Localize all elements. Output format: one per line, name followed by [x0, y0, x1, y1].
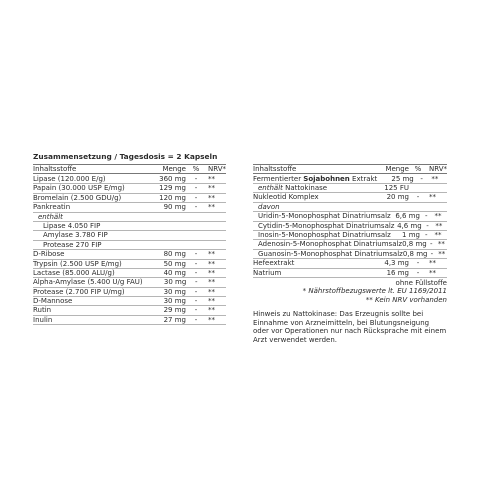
table-row	[253, 259, 447, 268]
ingredient-name: Nukleotid Komplex	[253, 193, 319, 202]
table-header	[253, 164, 447, 174]
table-row	[253, 240, 447, 249]
table-row	[33, 184, 226, 193]
ingredient-nrv	[206, 241, 226, 249]
table-row	[33, 260, 226, 269]
ingredient-percent: -	[430, 240, 433, 249]
ingredient-nrv: **	[435, 221, 443, 230]
table-row	[253, 212, 447, 221]
ingredient-name: Alpha-Amylase (5.400 U/g FAU)	[33, 278, 143, 287]
ingredient-name: Protease 270 FIP	[43, 240, 102, 249]
header-amount: Menge	[385, 165, 409, 173]
ingredient-nrv: **	[208, 287, 215, 296]
ingredient-percent: -	[194, 193, 198, 202]
table-row	[33, 297, 226, 306]
composition-table-right	[253, 164, 447, 344]
ingredient-percent: -	[194, 287, 198, 296]
table-row	[33, 203, 226, 212]
ingredient-amount	[142, 222, 186, 230]
ingredient-amount: 120 mg	[159, 193, 186, 202]
ingredient-percent: -	[194, 306, 198, 315]
ingredient-nrv: **	[208, 306, 215, 315]
ingredient-name: Guanosin-5-Monophosphat Dinatriumsalz	[258, 249, 403, 258]
ingredient-percent: -	[194, 259, 198, 268]
table-row	[253, 231, 447, 240]
table-row	[33, 316, 226, 325]
ingredient-amount: 50 mg	[163, 259, 186, 268]
ingredient-nrv: **	[429, 259, 436, 268]
table-row	[33, 250, 226, 259]
ingredient-nrv	[206, 213, 226, 221]
ingredient-amount	[142, 241, 186, 249]
header-nrv: NRV*	[429, 165, 448, 173]
ingredient-percent: -	[194, 297, 198, 306]
ingredient-amount: 16 mg	[386, 268, 409, 277]
table-row	[33, 288, 226, 297]
ingredient-amount: 6,6 mg	[395, 212, 420, 221]
ingredient-amount: 40 mg	[163, 268, 186, 277]
ingredient-amount: 25 mg	[391, 174, 414, 183]
ingredient-name: enthält	[38, 212, 63, 221]
ingredient-amount: 0,8 mg	[402, 249, 428, 258]
ingredient-amount: 30 mg	[163, 297, 186, 306]
ingredient-percent: -	[424, 212, 428, 221]
ingredient-name: Adenosin-5-Monophosphat Dinatriumsalz	[258, 240, 403, 249]
ingredient-nrv: **	[431, 174, 439, 183]
table-row	[33, 231, 226, 240]
table-row	[33, 278, 226, 287]
ingredient-amount	[142, 213, 186, 221]
table-row	[253, 269, 447, 278]
ingredient-name: Inulin	[33, 315, 53, 324]
ingredient-nrv: **	[434, 212, 442, 221]
ingredient-amount: 360 mg	[159, 175, 186, 183]
ingredient-percent	[186, 241, 206, 249]
ingredient-nrv: **	[208, 250, 215, 259]
ingredient-nrv: **	[429, 193, 436, 202]
ingredient-name: Amylase 3.780 FIP	[43, 231, 108, 240]
ingredient-nrv	[427, 203, 447, 211]
ingredient-nrv: **	[208, 297, 215, 306]
ingredient-percent: -	[416, 268, 420, 277]
ingredient-name: Natrium	[253, 268, 282, 277]
ingredient-name: Papain (30.000 USP E/mg)	[33, 184, 125, 193]
table-title: Zusammensetzung / Tagesdosis = 2 Kapseln	[33, 152, 218, 161]
no-fillers-note: ohne Füllstoffe	[395, 278, 447, 287]
ingredient-nrv: **	[208, 203, 215, 212]
header-ingredients: Inhaltsstoffe	[253, 165, 297, 173]
ingredient-name: davon	[258, 202, 280, 211]
ingredient-nrv: **	[437, 240, 445, 249]
header-nrv: NRV*	[208, 165, 227, 174]
header-percent: %	[192, 165, 200, 174]
ingredient-name: Hefeextrakt	[253, 259, 295, 268]
ingredient-amount	[367, 203, 409, 211]
ingredient-nrv	[206, 231, 226, 239]
ingredient-percent: -	[194, 250, 198, 259]
ingredient-percent: -	[430, 249, 434, 258]
ingredient-nrv: **	[438, 249, 446, 258]
composition-table-left	[33, 153, 226, 325]
ingredient-amount: 30 mg	[163, 278, 187, 287]
ingredient-nrv: **	[208, 315, 215, 324]
ingredient-nrv: **	[208, 184, 215, 193]
ingredient-nrv: **	[208, 193, 215, 202]
ingredient-name: Lipase (120.000 E/g)	[33, 175, 106, 183]
ingredient-name: Bromelain (2.500 GDU/g)	[33, 193, 122, 202]
table-row	[253, 203, 447, 212]
table-row	[33, 269, 226, 278]
ingredient-name: D-Ribose	[33, 250, 65, 259]
table-row	[33, 194, 226, 203]
table-row	[33, 241, 226, 250]
header-percent: %	[414, 165, 422, 173]
ingredient-percent: -	[194, 203, 198, 212]
ingredient-percent: -	[194, 278, 198, 287]
ingredient-name: Trypsin (2.500 USP E/mg)	[33, 259, 122, 268]
ingredient-name: enthält Nattokinase	[258, 183, 328, 192]
table-row	[33, 306, 226, 315]
footnote-nrv: * Nährstoffbezugswerte lt. EU 1169/2011	[302, 287, 447, 296]
ingredient-nrv: **	[208, 278, 216, 287]
ingredient-amount: 4,3 mg	[384, 259, 409, 268]
ingredient-percent: -	[426, 221, 429, 230]
ingredient-name: Uridin-5-Monophosphat Dinatriumsalz	[258, 212, 391, 221]
ingredient-amount: 0,8 mg	[402, 240, 427, 249]
ingredient-amount: 1 mg	[402, 230, 420, 239]
nattokinase-notice: Hinweis zu Nattokinase: Das Erzeugnis sollte bei Einnahme von Arzneimitteln, bei Blutungsneigung oder vor Operationen nur nach Rücksprache mit einem Arzt verwendet werden.	[253, 310, 447, 344]
ingredient-nrv: **	[208, 259, 215, 268]
ingredient-amount: 90 mg	[163, 203, 186, 212]
ingredient-name: D-Mannose	[33, 297, 73, 306]
table-row	[253, 250, 447, 259]
ingredient-percent: -	[416, 193, 420, 202]
ingredient-nrv: **	[429, 268, 436, 277]
ingredient-amount: 29 mg	[163, 306, 186, 315]
ingredient-percent	[186, 231, 206, 239]
ingredient-name: Inosin-5-Monophosphat Dinatriumsalz	[258, 230, 391, 239]
ingredient-amount	[142, 231, 186, 239]
ingredient-nrv: **	[208, 175, 215, 183]
ingredient-amount: 4,6 mg	[397, 221, 422, 230]
ingredient-nrv: **	[208, 268, 215, 277]
ingredient-name: Cytidin-5-Monophosphat Dinatriumsalz	[258, 221, 395, 230]
table-row	[253, 184, 447, 193]
ingredient-percent	[186, 222, 206, 230]
header-ingredients: Inhaltsstoffe	[33, 165, 77, 174]
ingredient-percent: -	[424, 230, 428, 239]
ingredient-amount: 129 mg	[159, 184, 186, 193]
ingredient-percent: -	[194, 184, 198, 193]
ingredient-amount: 27 mg	[163, 315, 186, 324]
ingredient-nrv: **	[434, 230, 442, 239]
ingredient-name: Pankreatin	[33, 203, 71, 212]
ingredient-percent: -	[194, 315, 198, 324]
ingredient-nrv	[206, 222, 226, 230]
table-row	[253, 222, 447, 231]
table-row	[33, 213, 226, 222]
table-row	[33, 175, 226, 184]
ingredient-amount: 125 FU	[384, 183, 409, 192]
ingredient-percent: -	[416, 259, 420, 268]
ingredient-amount: 30 mg	[163, 287, 186, 296]
ingredient-percent: -	[194, 175, 198, 183]
ingredient-name: Fermentierter Sojabohnen Extrakt	[253, 174, 378, 183]
header-amount: Menge	[162, 165, 186, 174]
ingredient-percent: -	[194, 268, 198, 277]
ingredient-name: Lactase (85.000 ALU/g)	[33, 268, 115, 277]
ingredient-name: Lipase 4.050 FIP	[43, 221, 101, 230]
ingredient-amount: 20 mg	[386, 193, 409, 202]
ingredient-amount: 80 mg	[163, 250, 186, 259]
ingredient-percent	[409, 203, 427, 211]
ingredient-percent: -	[420, 174, 423, 183]
ingredient-name: Protease (2.700 FIP U/mg)	[33, 287, 125, 296]
table-header	[33, 164, 226, 174]
table-row	[253, 193, 447, 202]
footnote-no-nrv: ** Kein NRV vorhanden	[365, 295, 447, 304]
ingredient-name: Rutin	[33, 306, 52, 315]
table-row	[253, 175, 447, 184]
table-row	[33, 222, 226, 231]
ingredient-percent	[186, 213, 206, 221]
